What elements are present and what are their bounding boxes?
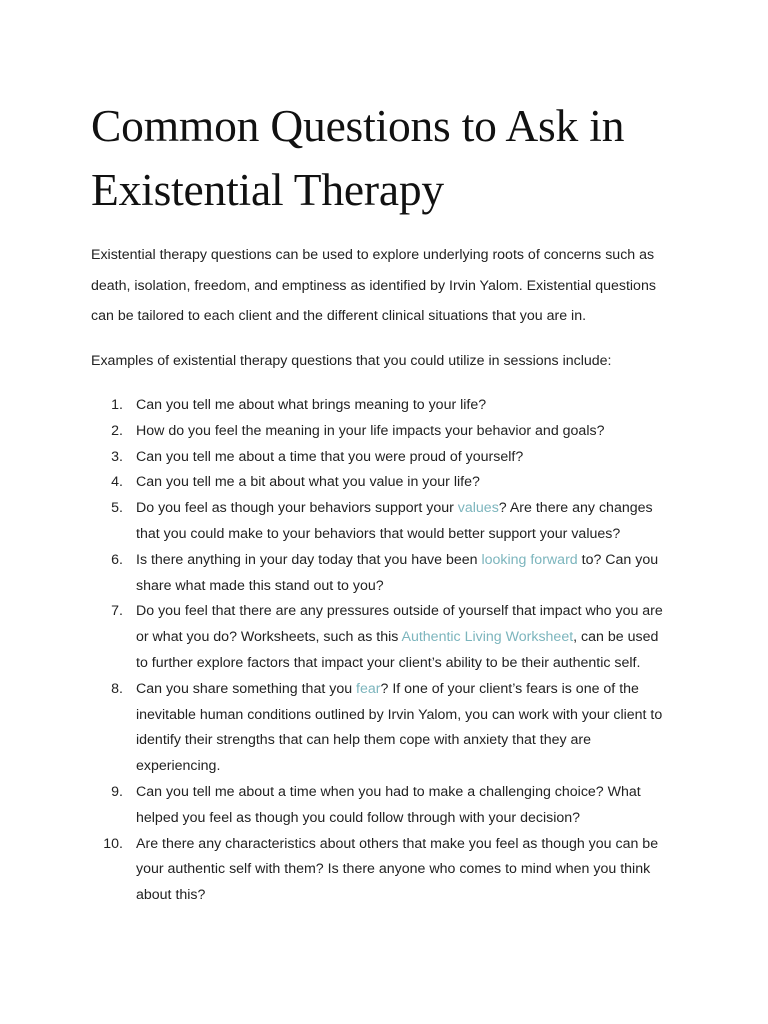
list-item-line <box>136 393 691 419</box>
list-item-text: about this? <box>136 887 206 904</box>
list-item-text: Can you tell me about what brings meaning to your life? <box>136 397 487 413</box>
list-item-line <box>136 651 691 677</box>
list-item-line <box>136 703 691 729</box>
list-item-line <box>136 599 691 625</box>
list-item-line <box>136 677 691 703</box>
list-item <box>91 548 691 600</box>
list-item-text: How do you feel the meaning in your life impacts your behavior and goals? <box>136 422 605 439</box>
list-item-number: 1. <box>111 397 123 413</box>
list-item-text: Is there anything in your day today that you have been <box>136 551 482 568</box>
list-item-text: inevitable human conditions outlined by Irvin Yalom, you can work with your client to <box>136 706 663 723</box>
list-item-text: Do you feel as though your behaviors support your <box>136 500 458 517</box>
list-item-line <box>136 728 691 754</box>
list-item-number: 5. <box>111 500 123 517</box>
list-item-line <box>136 445 691 471</box>
list-item-number: 8. <box>111 680 123 697</box>
list-item-text: that you could make to your behaviors that would better support your values? <box>136 525 621 542</box>
list-item <box>91 832 691 909</box>
list-item-text: , can be used <box>573 629 659 646</box>
list-item-line <box>136 419 691 445</box>
list-item-line <box>136 857 691 883</box>
list-item-number: 7. <box>111 603 123 620</box>
list-item-number: 6. <box>111 551 123 568</box>
intro-paragraph <box>91 240 691 332</box>
list-item <box>91 599 691 676</box>
intro-line: can be tailored to each client and the different clinical situations that you are in. <box>91 308 587 325</box>
list-item-line <box>136 548 691 574</box>
page-title <box>91 94 691 222</box>
list-item-text: Are there any characteristics about others that make you feel as though you can be <box>136 835 659 852</box>
list-item-line <box>136 522 691 548</box>
list-item-text: or what you do? Worksheets, such as this <box>136 629 402 646</box>
title-line: Existential Therapy <box>91 164 444 215</box>
list-item-line <box>136 625 691 651</box>
list-item-line <box>136 780 691 806</box>
title-line: Common Questions to Ask in <box>91 100 625 151</box>
list-item-text: Can you tell me a bit about what you value in your life? <box>136 474 480 491</box>
list-item <box>91 677 691 780</box>
intro-line: death, isolation, freedom, and emptiness as identified by Irvin Yalom. Existential questions <box>91 277 656 294</box>
list-item <box>91 780 691 832</box>
inline-link[interactable]: looking forward <box>481 551 578 568</box>
list-item-text: ? Are there any changes <box>498 500 653 517</box>
list-item-text: your authentic self with them? Is there anyone who comes to mind when you think <box>136 861 651 878</box>
list-item-text: helped you feel as though you could follow through with your decision? <box>136 809 581 826</box>
list-item-line <box>136 883 691 909</box>
inline-link[interactable]: fear <box>356 680 381 697</box>
list-item <box>91 496 691 548</box>
questions-list <box>91 393 691 909</box>
list-item-text: to further explore factors that impact your client’s ability to be their authentic self. <box>136 654 641 671</box>
list-item-text: Do you feel that there are any pressures outside of yourself that impact who you are <box>136 603 663 620</box>
list-item-text: Can you tell me about a time when you had to make a challenging choice? What <box>136 783 641 800</box>
list-item <box>91 445 691 471</box>
list-item-text: to? Can you <box>577 551 659 568</box>
inline-link[interactable]: values <box>457 500 499 517</box>
list-item-number: 10. <box>103 835 123 852</box>
list-item-text: experiencing. <box>136 758 221 775</box>
list-item-number: 4. <box>111 474 123 491</box>
inline-link[interactable]: Authentic Living Worksheet <box>401 629 574 646</box>
list-item-line <box>136 574 691 600</box>
list-item-number: 9. <box>111 783 123 800</box>
list-item-line <box>136 470 691 496</box>
list-item-line <box>136 754 691 780</box>
list-item-line <box>136 496 691 522</box>
list-item-number: 2. <box>111 422 123 439</box>
list-item-line <box>136 806 691 832</box>
list-item-line <box>136 832 691 858</box>
list-item-text: Can you share something that you <box>136 680 357 697</box>
list-item <box>91 470 691 496</box>
list-item <box>91 419 691 445</box>
list-item <box>91 393 691 419</box>
intro-line: Existential therapy questions can be used to explore underlying roots of concerns such as <box>91 247 655 263</box>
list-item-text: identify their strengths that can help them cope with anxiety that they are <box>136 732 592 749</box>
lead-sentence: Examples of existential therapy questions that you could utilize in sessions include: <box>91 353 612 369</box>
list-item-text: ? If one of your client’s fears is one of the <box>380 680 639 697</box>
list-item-text: share what made this stand out to you? <box>136 577 384 594</box>
list-item-number: 3. <box>111 448 123 465</box>
list-item-text: Can you tell me about a time that you were proud of yourself? <box>136 448 524 465</box>
